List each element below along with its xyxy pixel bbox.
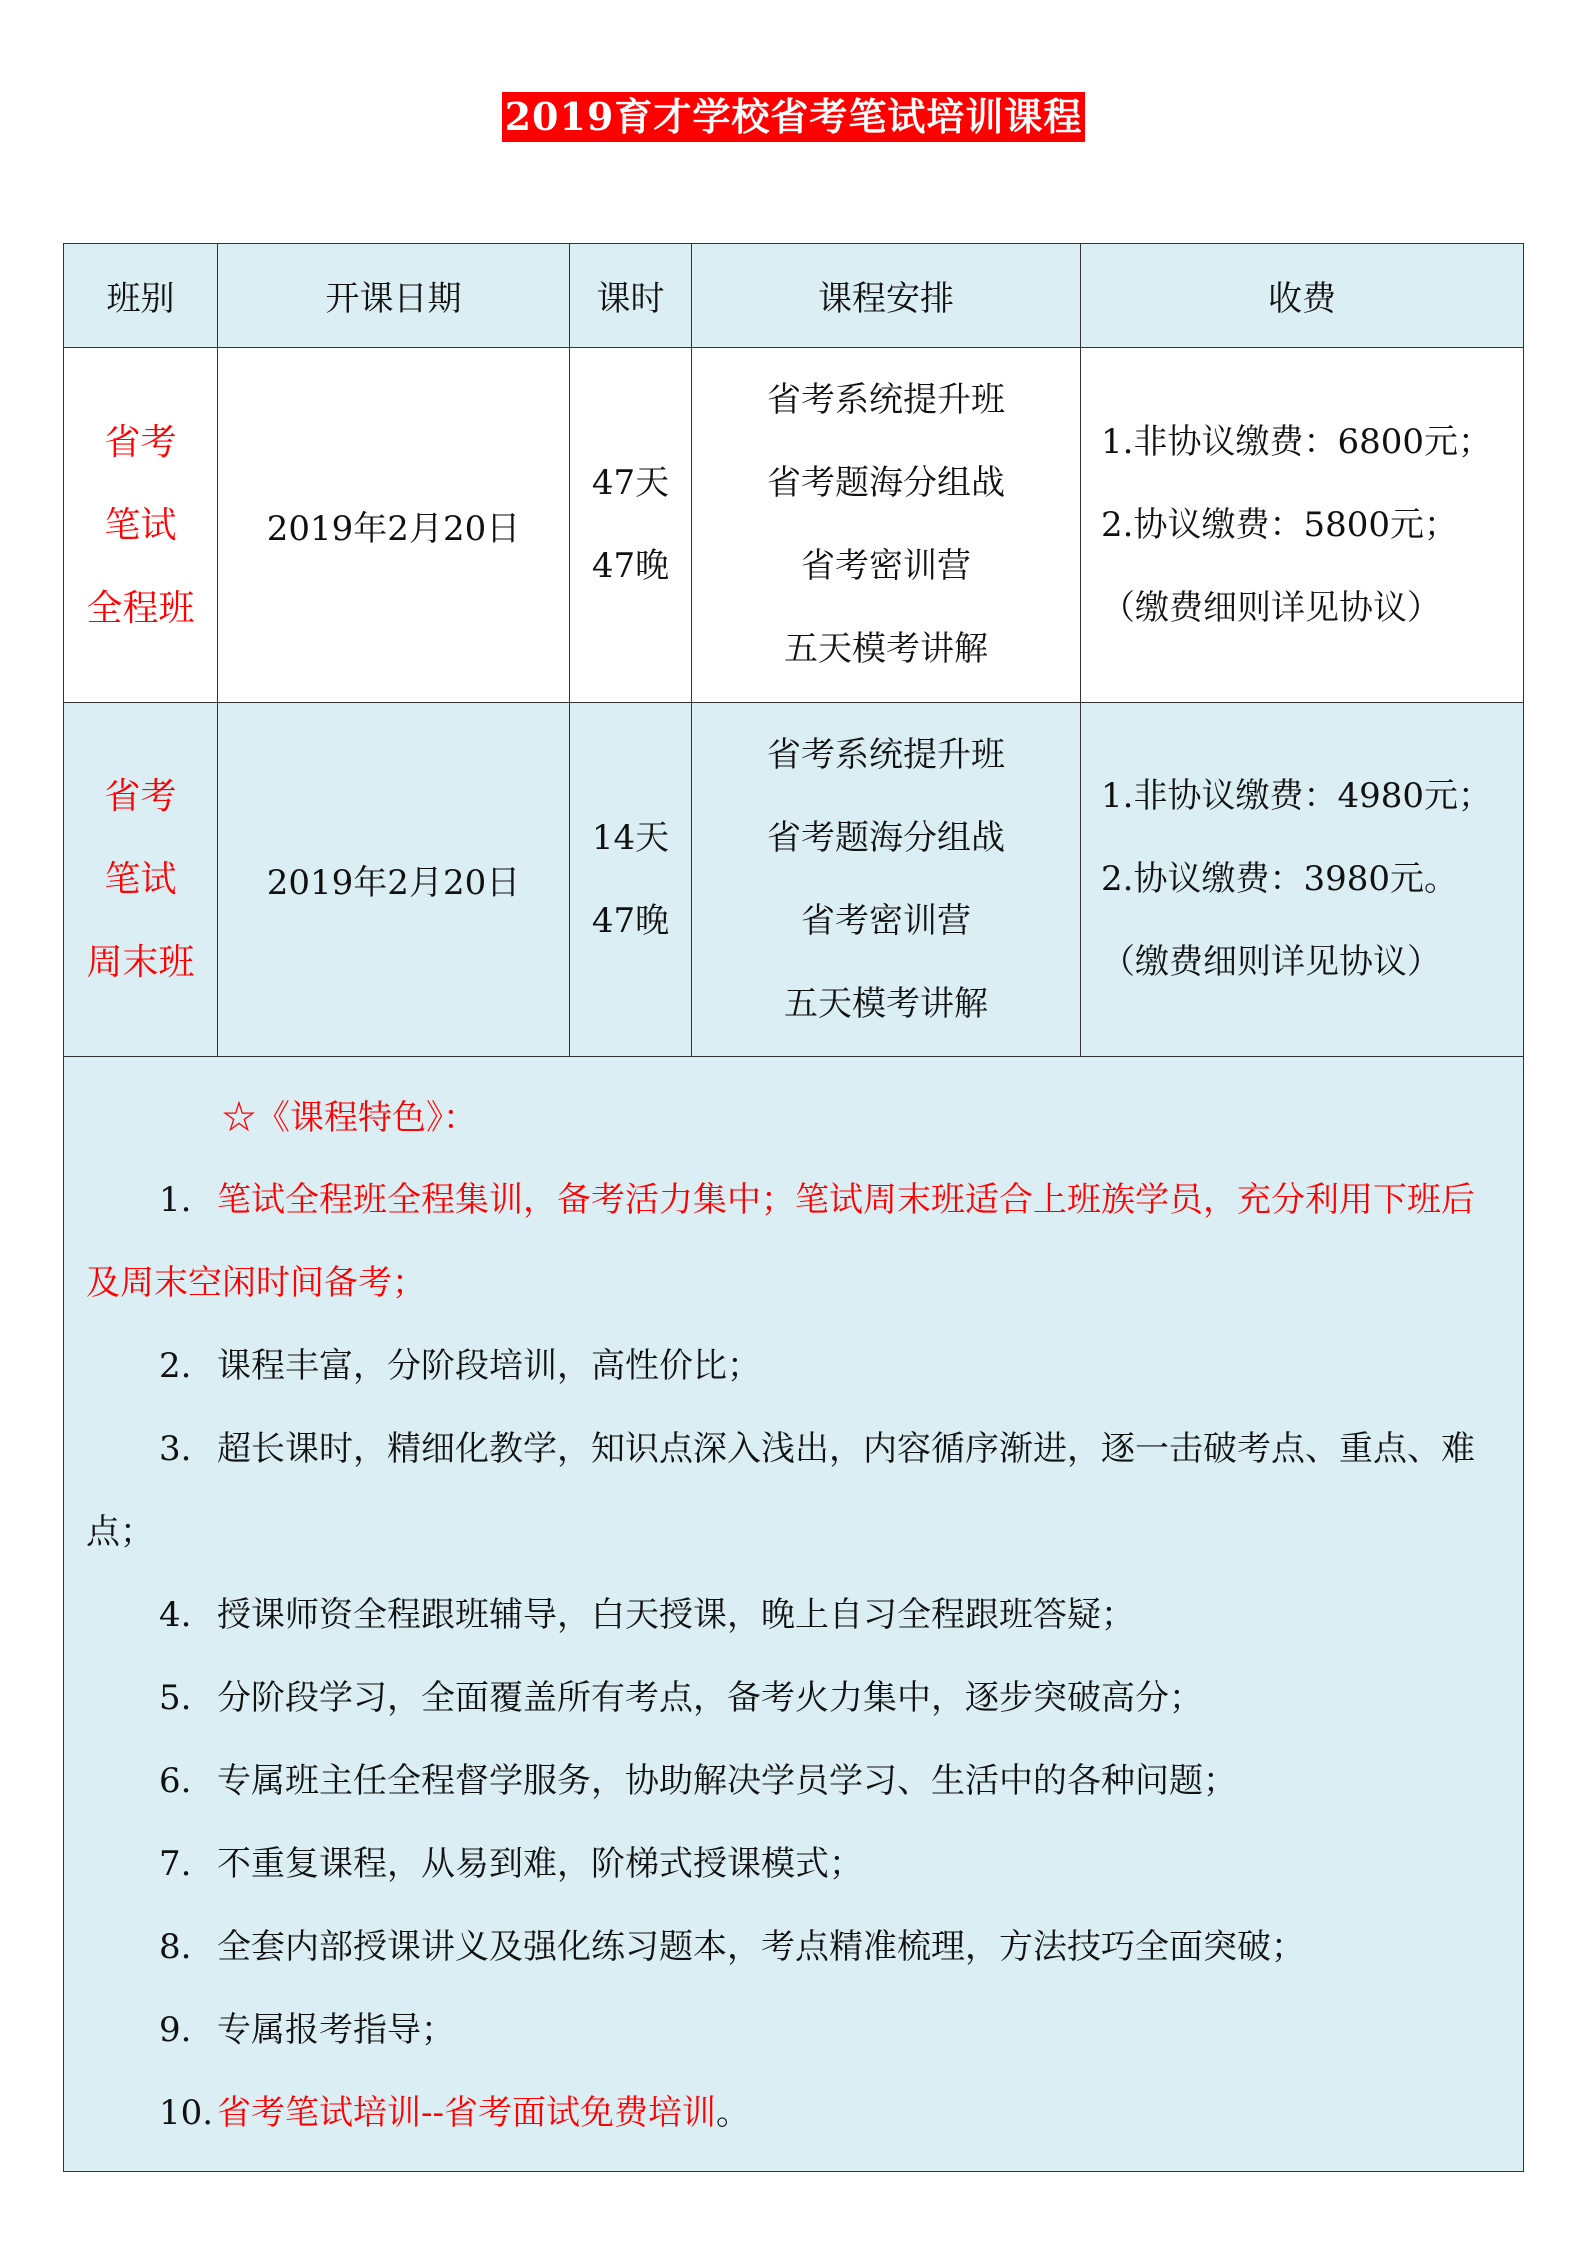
header-schedule: 课程安排 [692,244,1081,348]
features-title: ☆《课程特色》： [222,1098,477,1138]
table-row [64,348,1524,703]
hours-line: 47晚 [591,546,670,586]
hours-line: 14天 [591,817,670,858]
hours-cell [570,348,692,703]
class-name-cell [64,348,218,703]
schedule-line: 五天模考讲解 [784,629,988,669]
feature-tail: 。 [715,2093,750,2133]
feature-text: 专属报考指导； [217,2010,455,2050]
feature-item [86,1989,1499,2072]
hours-cell [570,703,692,1057]
features-row [64,1057,1524,2172]
header-hours: 课时 [570,244,692,348]
feature-number: 7. [159,1844,192,1884]
schedule-line: 省考密训营 [801,546,971,586]
class-name-line: 笔试 [104,504,177,546]
hours-line: 47晚 [591,900,670,941]
feature-number: 1. [159,1180,192,1220]
header-fees: 收费 [1081,244,1524,348]
class-name-line: 省考 [104,776,177,817]
schedule-line: 省考题海分组战 [767,463,1005,503]
feature-item [86,1325,1499,1408]
schedule-line: 省考系统提升班 [767,380,1005,420]
feature-number: 4. [159,1595,192,1635]
title-wrap [0,92,1587,142]
feature-text: 省考笔试培训--省考面试免费培训 [217,2093,716,2133]
fee-note: （缴费细则详见协议） [1101,587,1441,628]
schedule-line: 省考题海分组战 [767,817,1005,858]
feature-text: 不重复课程，从易到难，阶梯式授课模式； [217,1844,863,1884]
features-cell [64,1057,1524,2172]
table-row [64,703,1524,1057]
class-name-line: 省考 [104,421,177,463]
feature-number: 10. [159,2093,214,2133]
feature-number: 2. [159,1346,192,1386]
feature-item [86,1823,1499,1906]
feature-text: 笔试全程班全程集训，备考活力集中；笔试周末班适合上班族学员，充分利用下班后及周末空闲时间备考； [86,1180,1475,1303]
feature-number: 8. [159,1927,192,1967]
class-name-line: 笔试 [104,859,177,900]
course-table [63,243,1524,2172]
feature-text: 分阶段学习，全面覆盖所有考点，备考火力集中，逐步突破高分； [217,1678,1203,1718]
class-name-line: 全程班 [86,587,195,629]
feature-item [86,1159,1499,1325]
fee-line: 1.非协议缴费：6800元； [1101,421,1492,462]
fee-line: 2.协议缴费：3980元。 [1101,859,1458,899]
schedule-cell [692,703,1081,1057]
feature-number: 6. [159,1761,192,1801]
features-list [86,1159,1499,2155]
fee-line: 1.非协议缴费：4980元； [1101,776,1492,816]
feature-item [86,1408,1499,1574]
schedule-cell [692,348,1081,703]
feature-text: 全套内部授课讲义及强化练习题本，考点精准梳理，方法技巧全面突破； [217,1927,1305,1967]
feature-item [86,2072,1499,2155]
fee-line: 2.协议缴费：5800元； [1101,504,1458,545]
table-header-row [64,244,1524,348]
hours-line: 47天 [591,463,670,503]
feature-text: 课程丰富，分阶段培训，高性价比； [217,1346,761,1386]
feature-item [86,1906,1499,1989]
feature-text: 授课师资全程跟班辅导，白天授课，晚上自习全程跟班答疑； [217,1595,1135,1635]
feature-item [86,1740,1499,1823]
class-name-line: 周末班 [86,942,195,983]
feature-item [86,1574,1499,1657]
start-date-cell: 2019年2月20日 [218,703,570,1057]
page-title: 2019育才学校省考笔试培训课程 [502,92,1086,142]
feature-number: 5. [159,1678,192,1718]
schedule-line: 省考系统提升班 [767,734,1005,775]
fees-cell [1081,348,1524,703]
feature-text: 专属班主任全程督学服务，协助解决学员学习、生活中的各种问题； [217,1761,1237,1801]
schedule-line: 五天模考讲解 [784,983,988,1024]
fees-cell [1081,703,1524,1057]
feature-number: 3. [159,1429,192,1469]
header-class: 班别 [64,244,218,348]
start-date-cell: 2019年2月20日 [218,348,570,703]
fee-note: （缴费细则详见协议） [1101,942,1441,982]
feature-text: 超长课时，精细化教学，知识点深入浅出，内容循序渐进，逐一击破考点、重点、难点； [86,1429,1475,1552]
class-name-cell [64,703,218,1057]
feature-number: 9. [159,2010,192,2050]
schedule-line: 省考密训营 [801,900,971,941]
header-start-date: 开课日期 [218,244,570,348]
feature-item [86,1657,1499,1740]
